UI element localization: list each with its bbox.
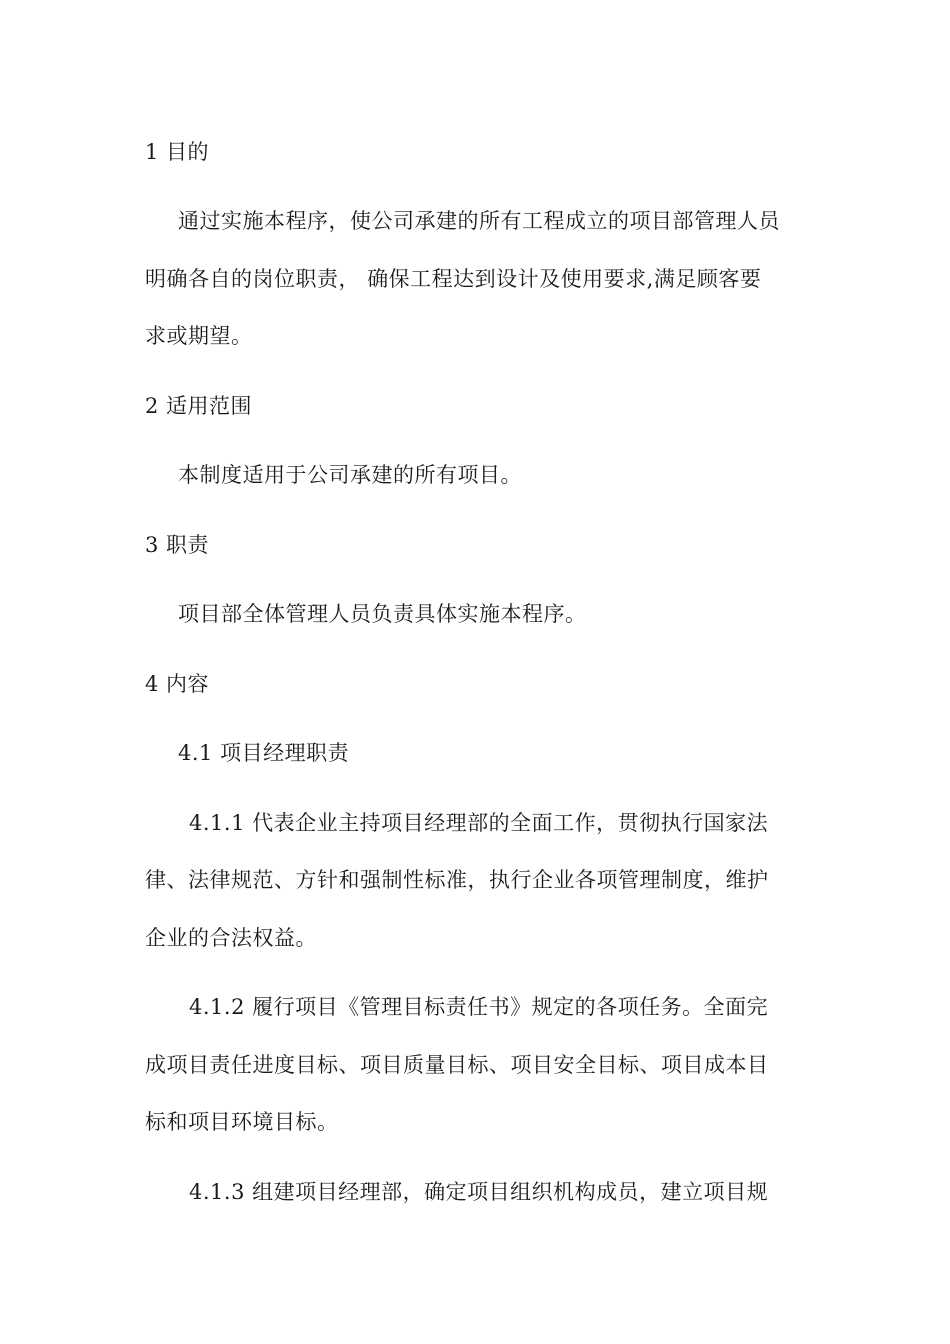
item-4-1-2-line-1: 4.1.2 履行项目《管理目标责任书》规定的各项任务。全面完: [189, 995, 769, 1019]
item-4-1-1-line-1: 4.1.1 代表企业主持项目经理部的全面工作，贯彻执行国家法: [189, 811, 769, 835]
subsection-4-1-heading: 4.1 项目经理职责: [178, 741, 350, 765]
section-1-paragraph-line-3: 求或期望。: [145, 324, 253, 348]
item-4-1-3-line-1: 4.1.3 组建项目经理部，确定项目组织机构成员，建立项目规: [189, 1180, 769, 1204]
item-4-1-2-line-3: 标和项目环境目标。: [145, 1110, 339, 1134]
section-2-heading: 2 适用范围: [145, 394, 253, 418]
item-4-1-1-line-2: 律、法律规范、方针和强制性标准，执行企业各项管理制度，维护: [145, 868, 769, 892]
item-4-1-1-line-3: 企业的合法权益。: [145, 926, 317, 950]
section-1-paragraph-line-1: 通过实施本程序，使公司承建的所有工程成立的项目部管理人员: [178, 209, 780, 233]
section-2-paragraph: 本制度适用于公司承建的所有项目。: [178, 463, 522, 487]
section-3-heading: 3 职责: [145, 533, 210, 557]
section-1-paragraph-line-2: 明确各自的岗位职责， 确保工程达到设计及使用要求,满足顾客要: [145, 267, 762, 291]
section-1-heading: 1 目的: [145, 140, 210, 164]
section-3-paragraph: 项目部全体管理人员负责具体实施本程序。: [178, 602, 587, 626]
item-4-1-2-line-2: 成项目责任进度目标、项目质量目标、项目安全目标、项目成本目: [145, 1053, 769, 1077]
section-4-heading: 4 内容: [145, 672, 210, 696]
